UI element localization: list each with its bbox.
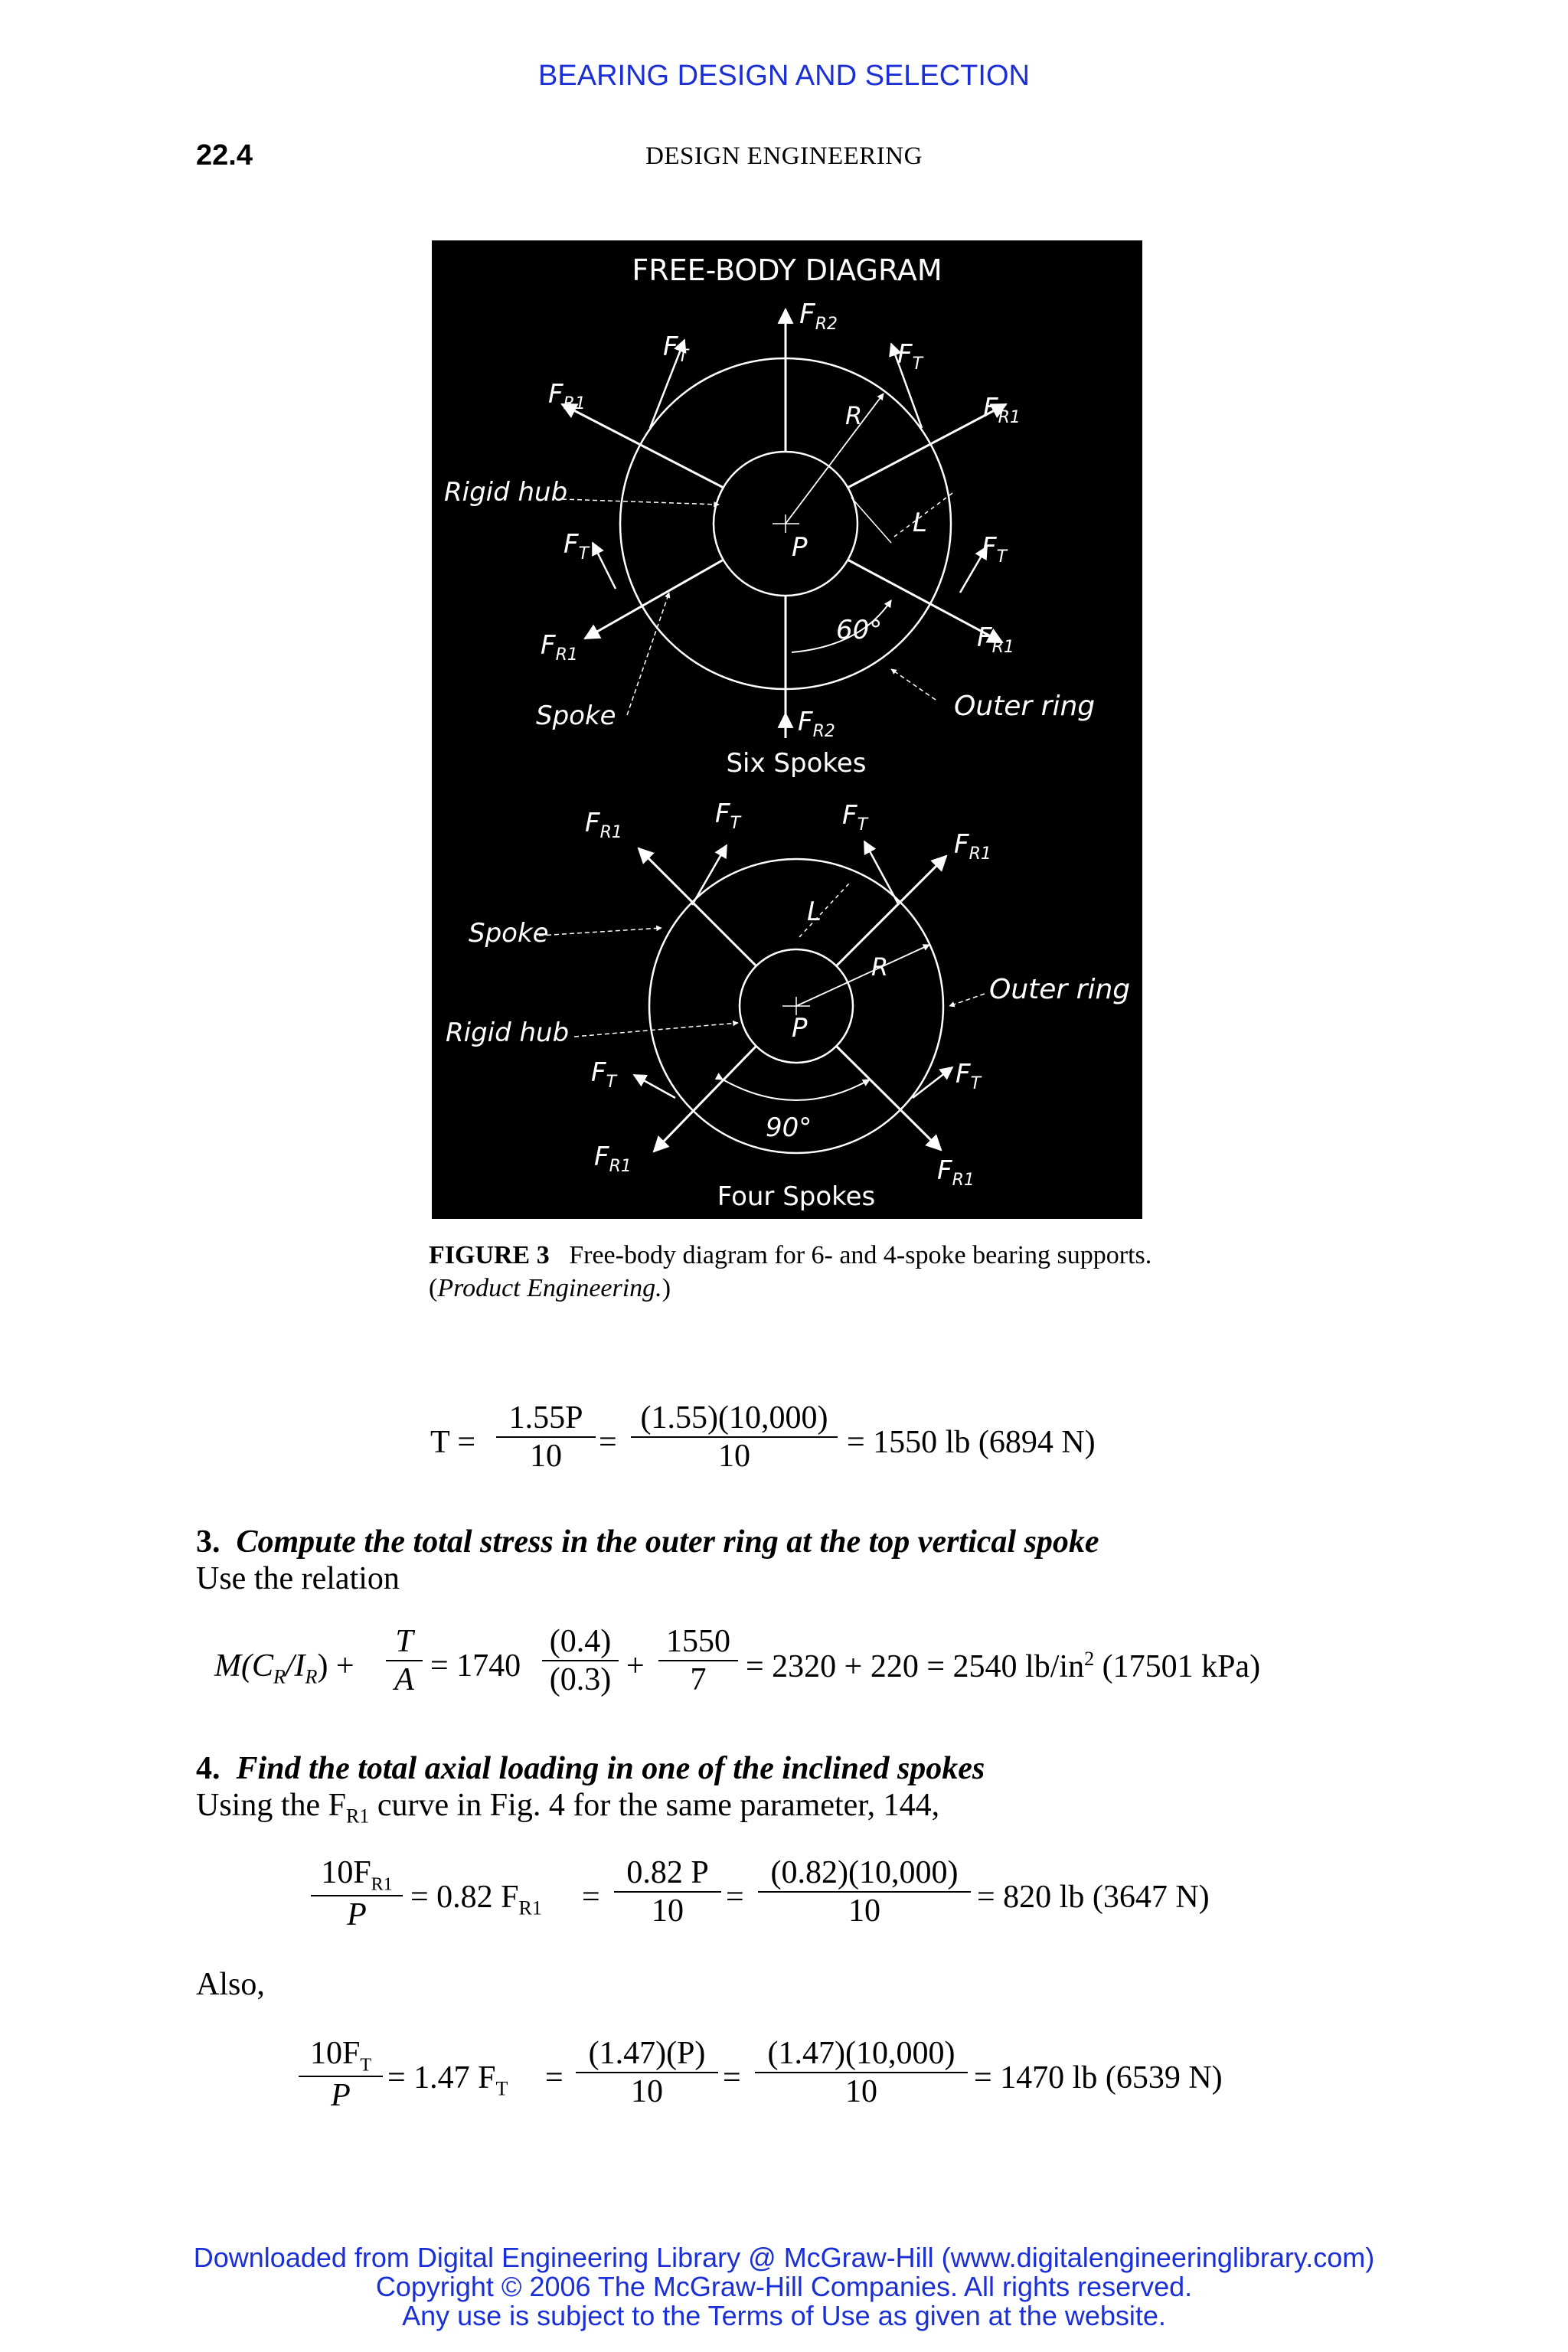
eq3-f3-num: (0.82)(10,000) — [770, 1855, 959, 1890]
figure-caption-text: Free-body diagram for 6- and 4-spoke bearing supports. ( — [429, 1241, 1152, 1302]
eq3-f2-den: 10 — [614, 1891, 721, 1929]
eq3-f1-num: $10F_{R1}$ — [321, 1855, 393, 1895]
eq4-equals-a: = — [545, 2060, 564, 2096]
four-outer-ring-label: Outer ring — [989, 974, 1131, 1005]
eq2-fraction-2 — [542, 1623, 619, 1698]
running-head: DESIGN ENGINEERING — [645, 142, 923, 170]
step-4-heading — [196, 1750, 985, 1787]
footer-line-1: Downloaded from Digital Engineering Library @ McGraw-Hill (www.digitalengineeringlibrary.com) — [193, 2242, 1375, 2273]
six-fr1-low-right-label: $F_{R1}$ — [977, 622, 1014, 657]
step-3-title: Compute the total stress in the outer ring at the top vertical spoke — [236, 1524, 1099, 1560]
six-fr1-top-left-label: $F_{R1}$ — [548, 379, 586, 413]
eq3-fraction-1 — [311, 1854, 403, 1933]
four-l-label: L — [807, 897, 822, 927]
eq1-f2-num: (1.55)(10,000) — [640, 1400, 828, 1436]
four-ft-low-left-label: $F_T$ — [591, 1057, 617, 1092]
six-fr1-low-left-label: $F_{R1}$ — [541, 630, 578, 665]
eq2-lhs: $M(C_R/I_R)$ + — [214, 1648, 354, 1688]
figure-caption-label: FIGURE 3 — [429, 1241, 550, 1269]
four-p-label: P — [792, 1013, 808, 1044]
six-ft-left-label: $F_T$ — [663, 332, 689, 366]
figure-caption — [429, 1239, 1156, 1305]
download-footer — [0, 2243, 1568, 2331]
eq3-fraction-3 — [758, 1854, 971, 1929]
six-spokes-diagram — [562, 309, 1006, 738]
six-rigid-hub-label: Rigid hub — [444, 477, 568, 508]
page-number: 22.4 — [196, 139, 253, 172]
eq2-f2-num: (0.4) — [549, 1624, 612, 1659]
six-fr1-top-right-label: $F_{R1}$ — [983, 393, 1021, 427]
figure-title: FREE-BODY DIAGRAM — [632, 253, 942, 287]
eq2-f2-den: (0.3) — [542, 1660, 619, 1698]
step-3-heading — [196, 1524, 1099, 1560]
book-title-header: BEARING DESIGN AND SELECTION — [538, 60, 1030, 92]
six-outer-ring-label: Outer ring — [954, 691, 1096, 722]
eq2-f3-den: 7 — [658, 1660, 738, 1698]
eq1-f1-num: 1.55P — [508, 1400, 583, 1436]
eq2-f1-den: A — [386, 1660, 423, 1698]
eq2-result: = 2320 + 220 = 2540 $lb/in^2$ (17501 kPa) — [746, 1648, 1261, 1684]
eq4-f1-num: $10F_T$ — [309, 2036, 372, 2076]
eq4-fraction-1 — [299, 2035, 383, 2114]
step-3-body: Use the relation — [196, 1561, 400, 1596]
six-ft-low-right-label: $F_T$ — [982, 532, 1008, 567]
step-4-number: 4. — [196, 1751, 220, 1786]
six-angle-label: 60° — [836, 615, 883, 645]
eq4-mid: = 1.47 $F_T$ — [387, 2060, 508, 2100]
four-fr1-top-right-label: $F_{R1}$ — [954, 829, 991, 864]
six-spoke-label: Spoke — [536, 701, 616, 731]
step-3-number: 3. — [196, 1524, 220, 1560]
eq2-fraction-3 — [658, 1623, 738, 1698]
eq3-fraction-2 — [614, 1854, 721, 1929]
eq1-lhs: T = — [430, 1425, 476, 1460]
eq2-plus: + — [626, 1648, 645, 1684]
four-ft-low-right-label: $F_T$ — [956, 1059, 982, 1093]
free-body-diagram-svg — [432, 240, 1142, 1219]
figure-caption-source: Product Engineering. — [437, 1274, 662, 1302]
step-4-title: Find the total axial loading in one of the inclined spokes — [236, 1751, 985, 1786]
four-r-label: R — [871, 952, 889, 982]
six-l-label: L — [913, 508, 927, 538]
six-spokes-caption: Six Spokes — [726, 748, 867, 779]
six-ft-low-left-label: $F_T$ — [564, 529, 590, 564]
four-fr1-top-left-label: $F_{R1}$ — [585, 808, 622, 842]
eq4-result: = 1470 lb (6539 N) — [974, 2060, 1223, 2096]
six-ft-right-label: $F_T$ — [897, 339, 923, 374]
figure-caption-close: ) — [662, 1274, 671, 1302]
eq3-f3-den: 10 — [758, 1891, 971, 1929]
eq4-f2-num: (1.47)(P) — [588, 2036, 706, 2071]
eq3-f2-num: 0.82 P — [626, 1855, 709, 1890]
six-r-label: R — [845, 401, 863, 430]
four-rigid-hub-label: Rigid hub — [446, 1018, 570, 1048]
eq2-f3-num: 1550 — [666, 1624, 730, 1659]
four-spokes-caption: Four Spokes — [717, 1181, 876, 1212]
eq4-f1-den: P — [299, 2076, 383, 2114]
eq3-f1-den: P — [311, 1895, 403, 1933]
eq2-equals-1740: = 1740 — [430, 1648, 521, 1684]
eq1-f1-den: 10 — [496, 1436, 596, 1475]
eq4-f3-den: 10 — [755, 2072, 968, 2110]
eq3-result: = 820 lb (3647 N) — [977, 1880, 1210, 1915]
eq1-f2-den: 10 — [631, 1436, 838, 1475]
eq1-result: = 1550 lb (6894 N) — [847, 1425, 1096, 1460]
four-ft-top-right-label: $F_T$ — [842, 800, 868, 835]
eq3-equals-b: = — [726, 1880, 744, 1915]
eq4-fraction-3 — [755, 2035, 968, 2110]
footer-line-2: Copyright © 2006 The McGraw-Hill Companies. All rights reserved. — [375, 2271, 1193, 2302]
eq2-f1-num: T — [395, 1624, 413, 1659]
eq1-fraction-1 — [496, 1400, 596, 1475]
eq1-fraction-2 — [631, 1400, 838, 1475]
free-body-diagram-figure — [432, 240, 1142, 1219]
four-spoke-label: Spoke — [469, 918, 549, 949]
eq3-equals-a: = — [582, 1880, 600, 1915]
four-fr1-low-left-label: $F_{R1}$ — [594, 1142, 632, 1176]
eq3-mid: = 0.82 $F_{R1}$ — [410, 1880, 542, 1919]
eq2-fraction-1 — [386, 1623, 423, 1698]
four-angle-label: 90° — [766, 1112, 812, 1143]
eq4-f2-den: 10 — [576, 2072, 718, 2110]
eq4-equals-b: = — [723, 2060, 741, 2096]
eq4-fraction-2 — [576, 2035, 718, 2110]
footer-line-3: Any use is subject to the Terms of Use as given at the website. — [402, 2300, 1166, 2331]
six-p-label: P — [792, 532, 808, 563]
eq1-equals: = — [599, 1425, 617, 1460]
four-ft-top-left-label: $F_T$ — [715, 799, 741, 833]
six-fr2-top-label: $F_{R2}$ — [799, 299, 838, 334]
four-spokes-diagram — [539, 841, 985, 1153]
step-4-body: Using the $F_{R1}$ curve in Fig. 4 for the same parameter, 144, — [196, 1788, 940, 1828]
six-fr2-bottom-label: $F_{R2}$ — [798, 707, 835, 741]
four-fr1-low-right-label: $F_{R1}$ — [937, 1155, 975, 1190]
also-text: Also, — [196, 1967, 265, 2002]
eq4-f3-num: (1.47)(10,000) — [767, 2036, 956, 2071]
